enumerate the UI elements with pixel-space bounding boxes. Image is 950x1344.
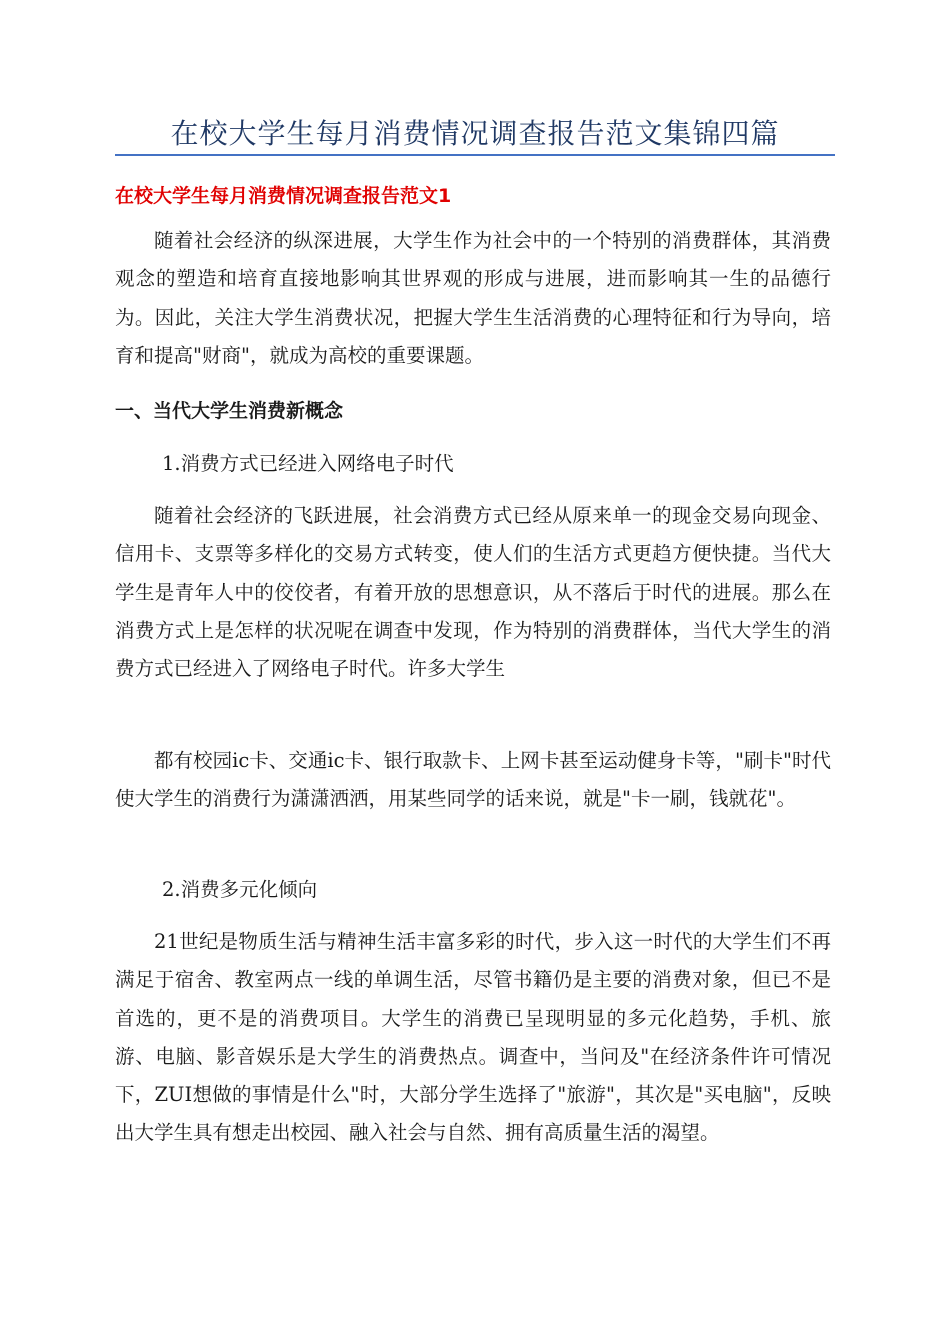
item2-paragraph: 21世纪是物质生活与精神生活丰富多彩的时代，步入这一时代的大学生们不再满足于宿舍、教室两点一线的单调生活，尽管书籍仍是主要的消费对象，但已不是首选的，更不是的消费项目。大学生的消费已呈现明显的多元化趋势，手机、旅游、电脑、影音娱乐是大学生的消费热点。调查中，当问及"在经济条件许可情况下，ZUI想做的事情是什么"时，大部分学生选择了"旅游"，其次是"买电脑"，反映出大学生具有想走出校园、融入社会与自然、拥有高质量生活的渴望。 [115, 930, 831, 1145]
intro-paragraph: 随着社会经济的纵深进展，大学生作为社会中的一个特别的消费群体，其消费观念的塑造和培育直接地影响其世界观的形成与进展，进而影响其一生的品德行为。因此，关注大学生消费状况，把握大学生生活消费的心理特征和行为导向，培育和提高"财商"，就成为高校的重要课题。 [115, 229, 831, 367]
item-heading-1: 1.消费方式已经进入网络电子时代 [162, 452, 454, 475]
item-heading-2: 2.消费多元化倾向 [162, 878, 318, 901]
item1-paragraph-2: 都有校园ic卡、交通ic卡、银行取款卡、上网卡甚至运动健身卡等，"刷卡"时代使大学生的消费行为潇潇洒洒，用某些同学的话来说，就是"卡一刷，钱就花"。 [115, 749, 831, 811]
section-heading: 在校大学生每月消费情况调查报告范文1 [115, 185, 452, 207]
part-heading: 一、当代大学生消费新概念 [115, 400, 344, 422]
document-title: 在校大学生每月消费情况调查报告范文集锦四篇 [170, 117, 780, 150]
item1-paragraph-1: 随着社会经济的飞跃进展，社会消费方式已经从原来单一的现金交易向现金、信用卡、支票等多样化的交易方式转变，使人们的生活方式更趋方便快捷。当代大学生是青年人中的佼佼者，有着开放的思想意识，从不落后于时代的进展。那么在消费方式上是怎样的状况呢在调查中发现，作为特别的消费群体，当代大学生的消费方式已经进入了网络电子时代。许多大学生 [115, 504, 831, 681]
title-underline-rule [115, 154, 835, 156]
